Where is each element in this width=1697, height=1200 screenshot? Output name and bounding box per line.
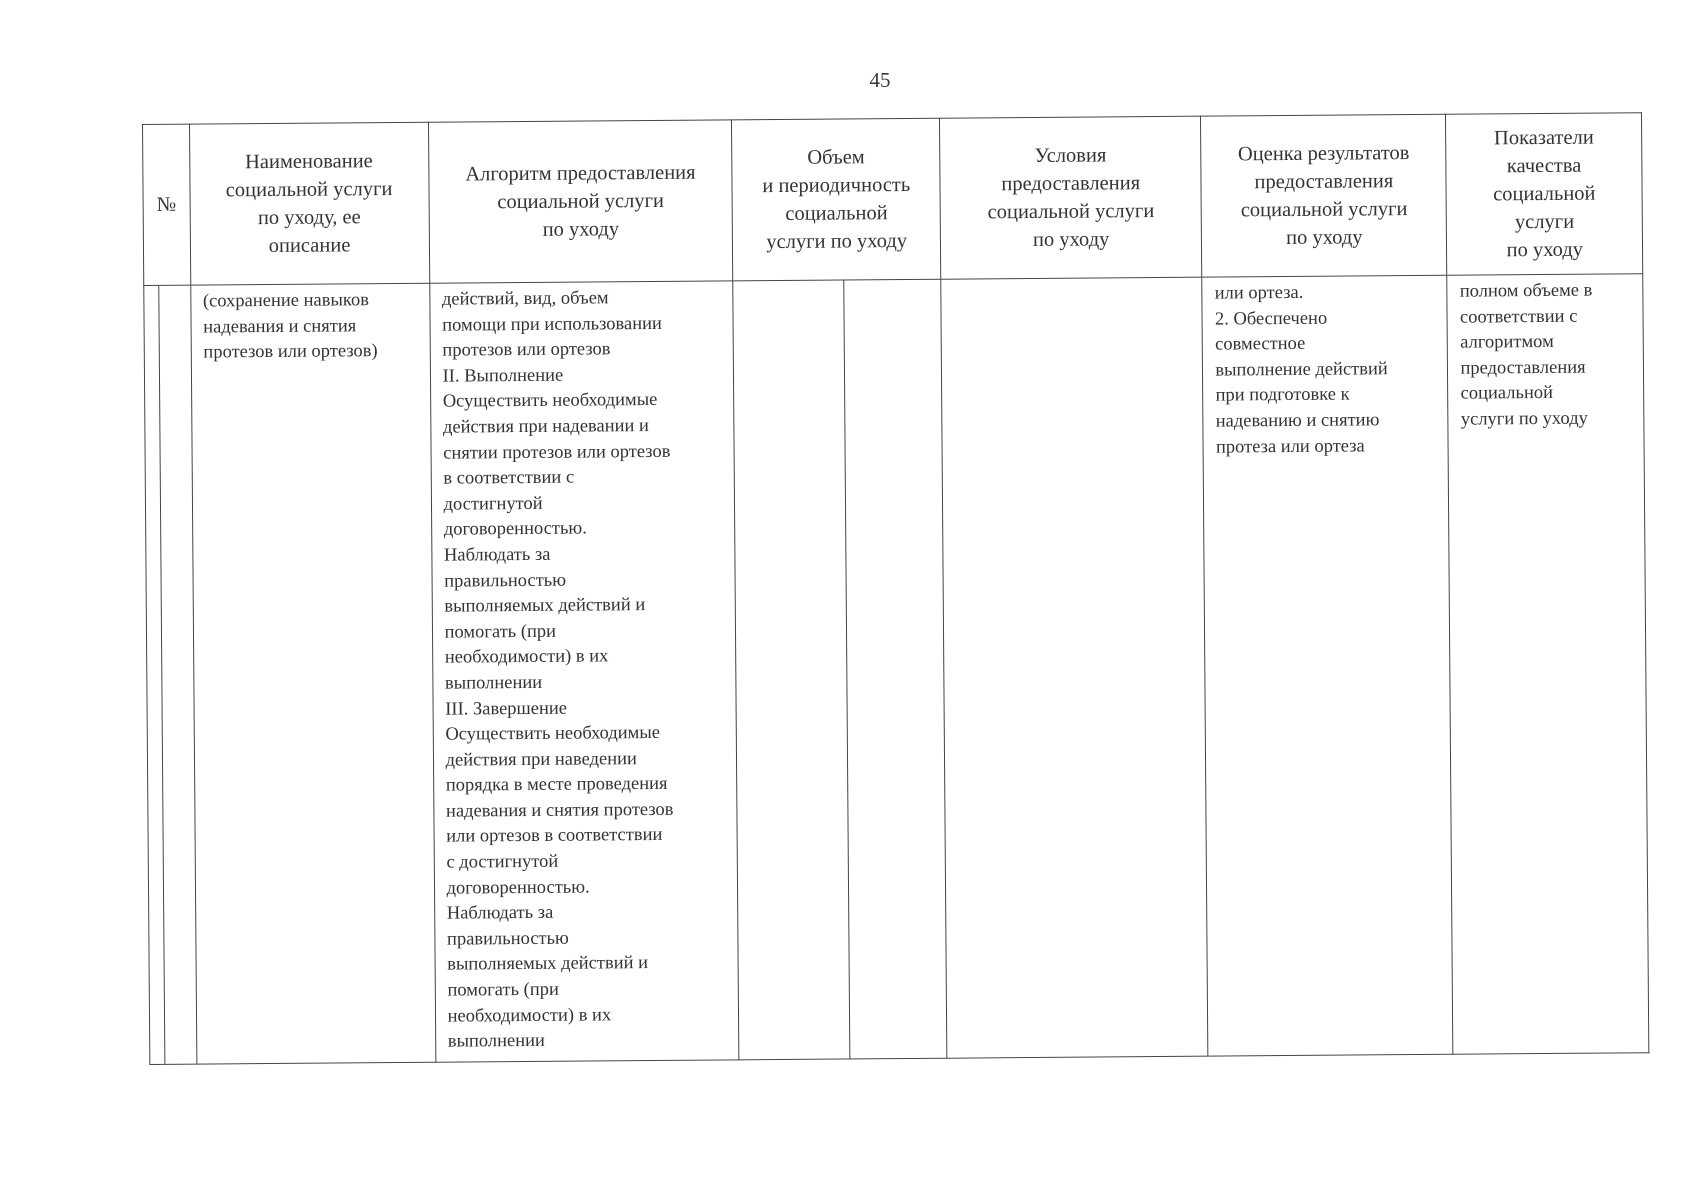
quality-text: полном объеме в соответствии с алгоритмом предоставления социальной услуги по уходу [1459,280,1593,430]
header-volume: Объем и периодичность социальной услуги по уходу [732,118,941,281]
evaluation-text: или ортеза. 2. Обеспечено совместное выполнение действий при подготовке к надеванию и снятию протеза или ортеза [1214,282,1388,458]
table-row [144,274,1649,1065]
cell-service-name [190,283,435,1064]
header-evaluation: Оценка результатов предоставления социальной услуги по уходу [1201,114,1447,277]
header-service-name: Наименование социальной услуги по уходу, ее описание [189,122,429,285]
header-conditions: Условия предоставления социальной услуги по уходу [940,116,1203,279]
cell-quality [1447,274,1649,1055]
header-algorithm: Алгоритм предоставления социальной услуги по уходу [428,120,733,283]
header-quality: Показатели качества социальной услуги по уходу [1446,113,1643,276]
cell-algorithm [429,281,739,1062]
cell-evaluation [1202,275,1453,1056]
conditions-text [941,278,1201,284]
page-number: 45 [869,68,891,92]
service-name-text: (сохранение навыков надевания и снятия протезов или ортезов) [202,290,378,363]
cell-conditions [941,277,1208,1058]
algorithm-text: действий, вид, объем помощи при использовании протезов или ортезов II. Выполнение Осуществить необходимые действия при надевании и снятии протезов или ортезов в соответствии с достигнутой договоренностью. Наблюдать за правильностью выполняемых действий и помогать (при необходимости) в их выполнении III. Завершение Осуществить необходимые действия при наведении порядка в месте проведения надевания и снятия протезов или ортезов в соответствии с достигнутой договоренностью. Наблюдать за правильностью выполняемых действий и помогать (при необходимости) в их выполнении [441,288,674,1052]
number-cell-divider [144,286,165,1064]
cell-number [144,285,197,1064]
social-service-table [142,112,1649,1065]
volume-left-subcell [734,280,851,1059]
table-header-row [143,113,1643,286]
volume-right-subcell [845,280,947,1059]
header-number: № [143,124,191,285]
cell-volume [733,279,947,1060]
